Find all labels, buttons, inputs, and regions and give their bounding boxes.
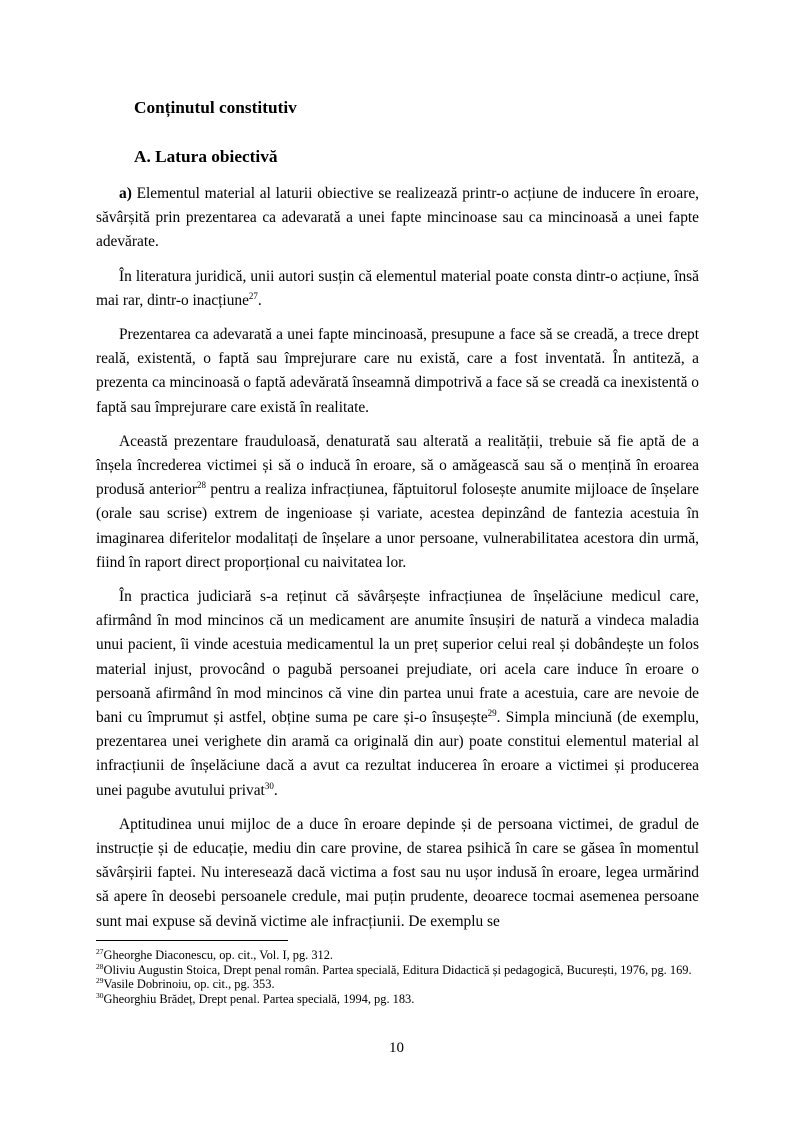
page-number: 10 xyxy=(389,1040,404,1056)
paragraph-text: . xyxy=(273,781,278,799)
footnote-number: 27 xyxy=(96,947,104,956)
paragraph-6 xyxy=(96,813,699,934)
paragraph-text: Elementul material al laturii obiective se realizează printr-o acțiune de inducere în eroare, săvârșită prin prezentarea ca adevarată a unei fapte mincinoase sau ca mincinoasă a unei fapte adevărate. xyxy=(96,185,699,251)
paragraph-2 xyxy=(96,265,699,313)
paragraph-text: . Simpla minciună (de exemplu, prezentarea unei verighete din aramă ca originală din aur) poate constitui elementul material al infracțiunii de înșelăciune dacă a avut ca rezultat inducerea în eroare a victimei și producerea unei pagube avutului privat xyxy=(96,709,699,799)
paragraph-4 xyxy=(96,430,699,575)
section-heading: Conținutul constitutiv xyxy=(134,98,297,117)
paragraph-label: a) xyxy=(119,185,132,202)
paragraph-text: . xyxy=(257,291,262,309)
footnote-number: 28 xyxy=(96,961,104,971)
paragraph-text: În literatura juridică, unii autori susțin că elementul material poate consta dintr-o acțiune, însă mai rar, dintr-o inacțiune xyxy=(96,267,699,309)
footnote-separator xyxy=(96,940,288,941)
footnote-text: Gheorghiu Brădeț, Drept penal. Partea specială, 1994, pg. 183. xyxy=(103,991,415,1006)
paragraph-text: Aptitudinea unui mijloc de a duce în eroare depinde și de persoana victimei, de gradul de instrucție și de educație, mediu din care provine, de starea psihică în care se găsea în momentul săvârșirii faptei. Nu interesează dacă victima a fost sau nu ușor indusă în eroare, legea urmărind să apere în deosebi persoanele credule, mai puțin prudente, deoarece tocmai asemenea persoane sunt mai expuse să devină victime ale infracțiunii. De exemplu se xyxy=(96,815,699,930)
paragraph-text: pentru a realiza infracțiunea, făptuitorul folosește anumite mijloace de înșelare (orale sau scrise) extrem de ingenioase și variate, acestea depinzând de fantezia acestuia în imaginarea diferitelor modalitați de înșelare a unor persoane, vulnerabilitatea acestora din urmă, fiind în raport direct proporțional cu naivitatea lor. xyxy=(96,481,699,571)
footnote-ref[interactable]: 27 xyxy=(248,290,258,301)
footnote-item xyxy=(96,963,699,978)
footnote-text: Vasile Dobrinoiu, op. cit., pg. 353. xyxy=(103,977,275,992)
body-text xyxy=(96,182,699,944)
paragraph-1 xyxy=(96,182,699,255)
paragraph-3 xyxy=(96,323,699,420)
footnote-item xyxy=(96,948,699,963)
subsection-heading: A. Latura obiectivă xyxy=(134,147,278,166)
paragraph-text: Această prezentare frauduloasă, denaturată sau alterată a realității, trebuie să fie aptă de a înșela încrederea victimei și să o inducă în eroare, să o amăgească sau să o mențină în eroarea produsă anterior xyxy=(96,432,699,499)
footnote-number: 30 xyxy=(96,990,104,1000)
footnote-item xyxy=(96,992,699,1007)
footnote-ref[interactable]: 30 xyxy=(264,780,274,791)
footnote-ref[interactable]: 29 xyxy=(487,708,497,719)
paragraph-text: În practica judiciară s-a reținut că săvârșește infracțiunea de înșelăciune medicul care, afirmând în mod mincinos că un medicament are anumite însușiri de natură a vindeca maladia unui pacient, îi vinde acestuia medicamentul la un preț superior celui real și dobândește un folos material injust, provocând o pagubă persoanei prejudiate, ori acela care induce în eroare o persoană afirmând în mod mincinos că vine din partea unui frate a acestuia, care are nevoie de bani cu împrumut și astfel, obține suma pe care și-o însușește xyxy=(96,588,699,727)
footnote-item xyxy=(96,977,699,992)
footnotes xyxy=(96,948,699,1006)
footnote-ref[interactable]: 28 xyxy=(196,480,206,491)
paragraph-text: Prezentarea ca adevarată a unei fapte mincinoasă, presupune a face să se creadă, a trece drept reală, existentă, o faptă sau împrejurare care nu există, care a fost inventată. În antiteză, a prezenta ca mincinoasă o faptă adevărată înseamnă dimpotrivă a face să se creadă ca inexistentă o faptă sau împrejurare care există în realitate. xyxy=(96,326,699,416)
footnote-text: Gheorghe Diaconescu, op. cit., Vol. I, pg. 312. xyxy=(103,948,334,962)
footnote-text: Oliviu Augustin Stoica, Drept penal român. Partea specială, Editura Didactică și pedagogică, București, 1976, pg. 169. xyxy=(103,962,692,977)
footnote-number: 29 xyxy=(96,976,104,986)
paragraph-5 xyxy=(96,585,699,803)
